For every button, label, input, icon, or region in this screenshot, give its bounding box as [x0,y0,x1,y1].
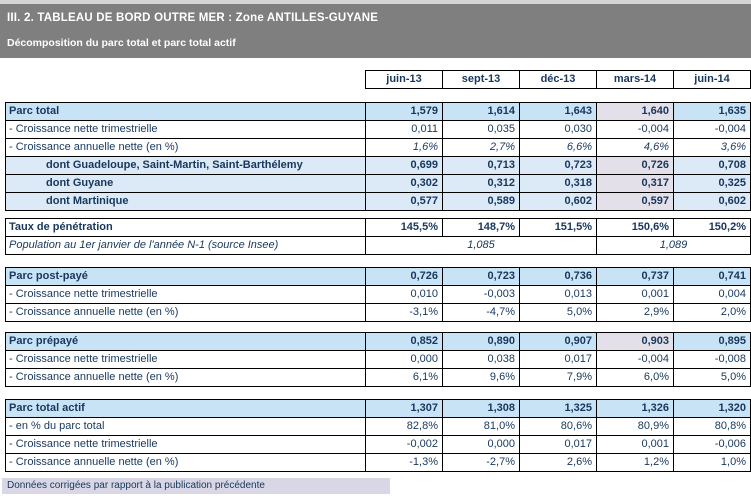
cell-value: 0,597 [597,193,674,211]
row-label: Parc post-payé [6,268,366,286]
row-label: Parc prépayé [6,333,366,351]
cell-value: 0,890 [443,333,520,351]
table-row [6,139,751,157]
cell-value: 2,7% [443,139,520,157]
cell-value: -0,004 [597,351,674,369]
cell-value: 1,614 [443,103,520,121]
cell-value: 0,741 [674,268,751,286]
table-row [6,304,751,322]
cell-value: 0,713 [443,157,520,175]
row-label: Parc total actif [6,400,366,418]
cell-value: 150,2% [674,219,751,237]
cell-value: 0,302 [366,175,443,193]
cell-value: 0,011 [366,121,443,139]
cell-value: 0,001 [597,436,674,454]
row-label: dont Guadeloupe, Saint-Martin, Saint-Barthélemy [6,157,366,175]
cell-value: 1,326 [597,400,674,418]
cell-value: -3,1% [366,304,443,322]
cell-value: 80,6% [520,418,597,436]
row-label: - en % du parc total [6,418,366,436]
cell-value: 4,6% [597,139,674,157]
column-header: juin-13 [366,71,443,89]
cell-value: 0,577 [366,193,443,211]
cell-value: 148,7% [443,219,520,237]
cell-value: 0,000 [366,351,443,369]
row-label: - Croissance annuelle nette (en %) [6,304,366,322]
table-row [6,418,751,436]
row-label: Parc total [6,103,366,121]
cell-value: 0,010 [366,286,443,304]
cell-value: 0,602 [674,193,751,211]
cell-value: 0,325 [674,175,751,193]
section-parc-prepaye [5,332,751,387]
cell-value: 1,308 [443,400,520,418]
row-label: Population au 1er janvier de l'année N-1 (source Insee) [6,237,366,255]
cell-value: 1,643 [520,103,597,121]
table-row [6,175,751,193]
section-taux-penetration [5,218,751,255]
table-row [6,351,751,369]
cell-value: 0,907 [520,333,597,351]
cell-value: 0,001 [597,286,674,304]
cell-value: 1,6% [366,139,443,157]
table-row [6,436,751,454]
table-sections [0,102,751,472]
cell-value: 0,589 [443,193,520,211]
cell-value: 151,5% [520,219,597,237]
cell-value: 2,6% [520,454,597,472]
cell-value: 0,903 [597,333,674,351]
cell-value: 1,635 [674,103,751,121]
column-header: déc-13 [520,71,597,89]
cell-value: 1,2% [597,454,674,472]
merged-cell-value: 1,089 [597,237,751,255]
table-row [6,157,751,175]
merged-cell-value: 1,085 [366,237,597,255]
table-row [6,333,751,351]
row-label: - Croissance nette trimestrielle [6,121,366,139]
table-row [6,400,751,418]
cell-value: 6,1% [366,369,443,387]
cell-value: 6,6% [520,139,597,157]
section-parc-total-actif [5,399,751,472]
page-subtitle: Décomposition du parc total et parc total actif [7,37,236,49]
cell-value: 0,317 [597,175,674,193]
cell-value: 0,737 [597,268,674,286]
cell-value: -0,002 [366,436,443,454]
cell-value: 0,035 [443,121,520,139]
cell-value: 0,736 [520,268,597,286]
cell-value: 150,6% [597,219,674,237]
table-row [6,219,751,237]
table-row [6,268,751,286]
cell-value: 82,8% [366,418,443,436]
cell-value: 81,0% [443,418,520,436]
cell-value: 0,726 [597,157,674,175]
row-label: dont Martinique [6,193,366,211]
row-label: - Croissance nette trimestrielle [6,351,366,369]
cell-value: 0,318 [520,175,597,193]
table-row [6,121,751,139]
row-label: dont Guyane [6,175,366,193]
cell-value: -0,006 [674,436,751,454]
row-label: - Croissance annuelle nette (en %) [6,139,366,157]
page-title: III. 2. TABLEAU DE BORD OUTRE MER : Zone ANTILLES-GUYANE [7,12,379,24]
cell-value: 9,6% [443,369,520,387]
cell-value: 0,852 [366,333,443,351]
cell-value: 0,004 [674,286,751,304]
cell-value: -1,3% [366,454,443,472]
cell-value: 7,9% [520,369,597,387]
column-header-row [365,70,751,89]
row-label: Taux de pénétration [6,219,366,237]
cell-value: 0,708 [674,157,751,175]
cell-value: -4,7% [443,304,520,322]
footer-note: Données corrigées par rapport à la publication précédente [2,478,390,494]
table-row [6,237,751,255]
cell-value: 80,8% [674,418,751,436]
cell-value: 1,320 [674,400,751,418]
cell-value: 5,0% [520,304,597,322]
cell-value: 0,312 [443,175,520,193]
cell-value: 80,9% [597,418,674,436]
cell-value: 145,5% [366,219,443,237]
section-parc-post-paye [5,267,751,322]
cell-value: 1,0% [674,454,751,472]
cell-value: -2,7% [443,454,520,472]
column-header: juin-14 [674,71,751,89]
row-label: - Croissance nette trimestrielle [6,436,366,454]
cell-value: 0,723 [443,268,520,286]
row-label: - Croissance annuelle nette (en %) [6,369,366,387]
report-header-band [0,4,751,58]
row-label: - Croissance annuelle nette (en %) [6,454,366,472]
section-parc-total [5,102,751,211]
cell-value: -0,008 [674,351,751,369]
table-row [6,454,751,472]
cell-value: 0,000 [443,436,520,454]
table-row [6,193,751,211]
cell-value: 0,017 [520,436,597,454]
cell-value: 0,699 [366,157,443,175]
cell-value: 0,895 [674,333,751,351]
table-row [6,369,751,387]
cell-value: -0,004 [597,121,674,139]
cell-value: -0,004 [674,121,751,139]
cell-value: 0,726 [366,268,443,286]
cell-value: 5,0% [674,369,751,387]
cell-value: 1,325 [520,400,597,418]
row-label: - Croissance nette trimestrielle [6,286,366,304]
column-header: mars-14 [597,71,674,89]
cell-value: 6,0% [597,369,674,387]
cell-value: 3,6% [674,139,751,157]
cell-value: 0,030 [520,121,597,139]
table-row [6,286,751,304]
cell-value: 0,602 [520,193,597,211]
cell-value: 0,723 [520,157,597,175]
cell-value: 0,017 [520,351,597,369]
cell-value: 2,0% [674,304,751,322]
cell-value: 0,038 [443,351,520,369]
cell-value: 0,013 [520,286,597,304]
cell-value: 1,307 [366,400,443,418]
cell-value: -0,003 [443,286,520,304]
cell-value: 1,640 [597,103,674,121]
table-row [6,103,751,121]
table-row [366,71,751,89]
column-header: sept-13 [443,71,520,89]
cell-value: 2,9% [597,304,674,322]
cell-value: 1,579 [366,103,443,121]
